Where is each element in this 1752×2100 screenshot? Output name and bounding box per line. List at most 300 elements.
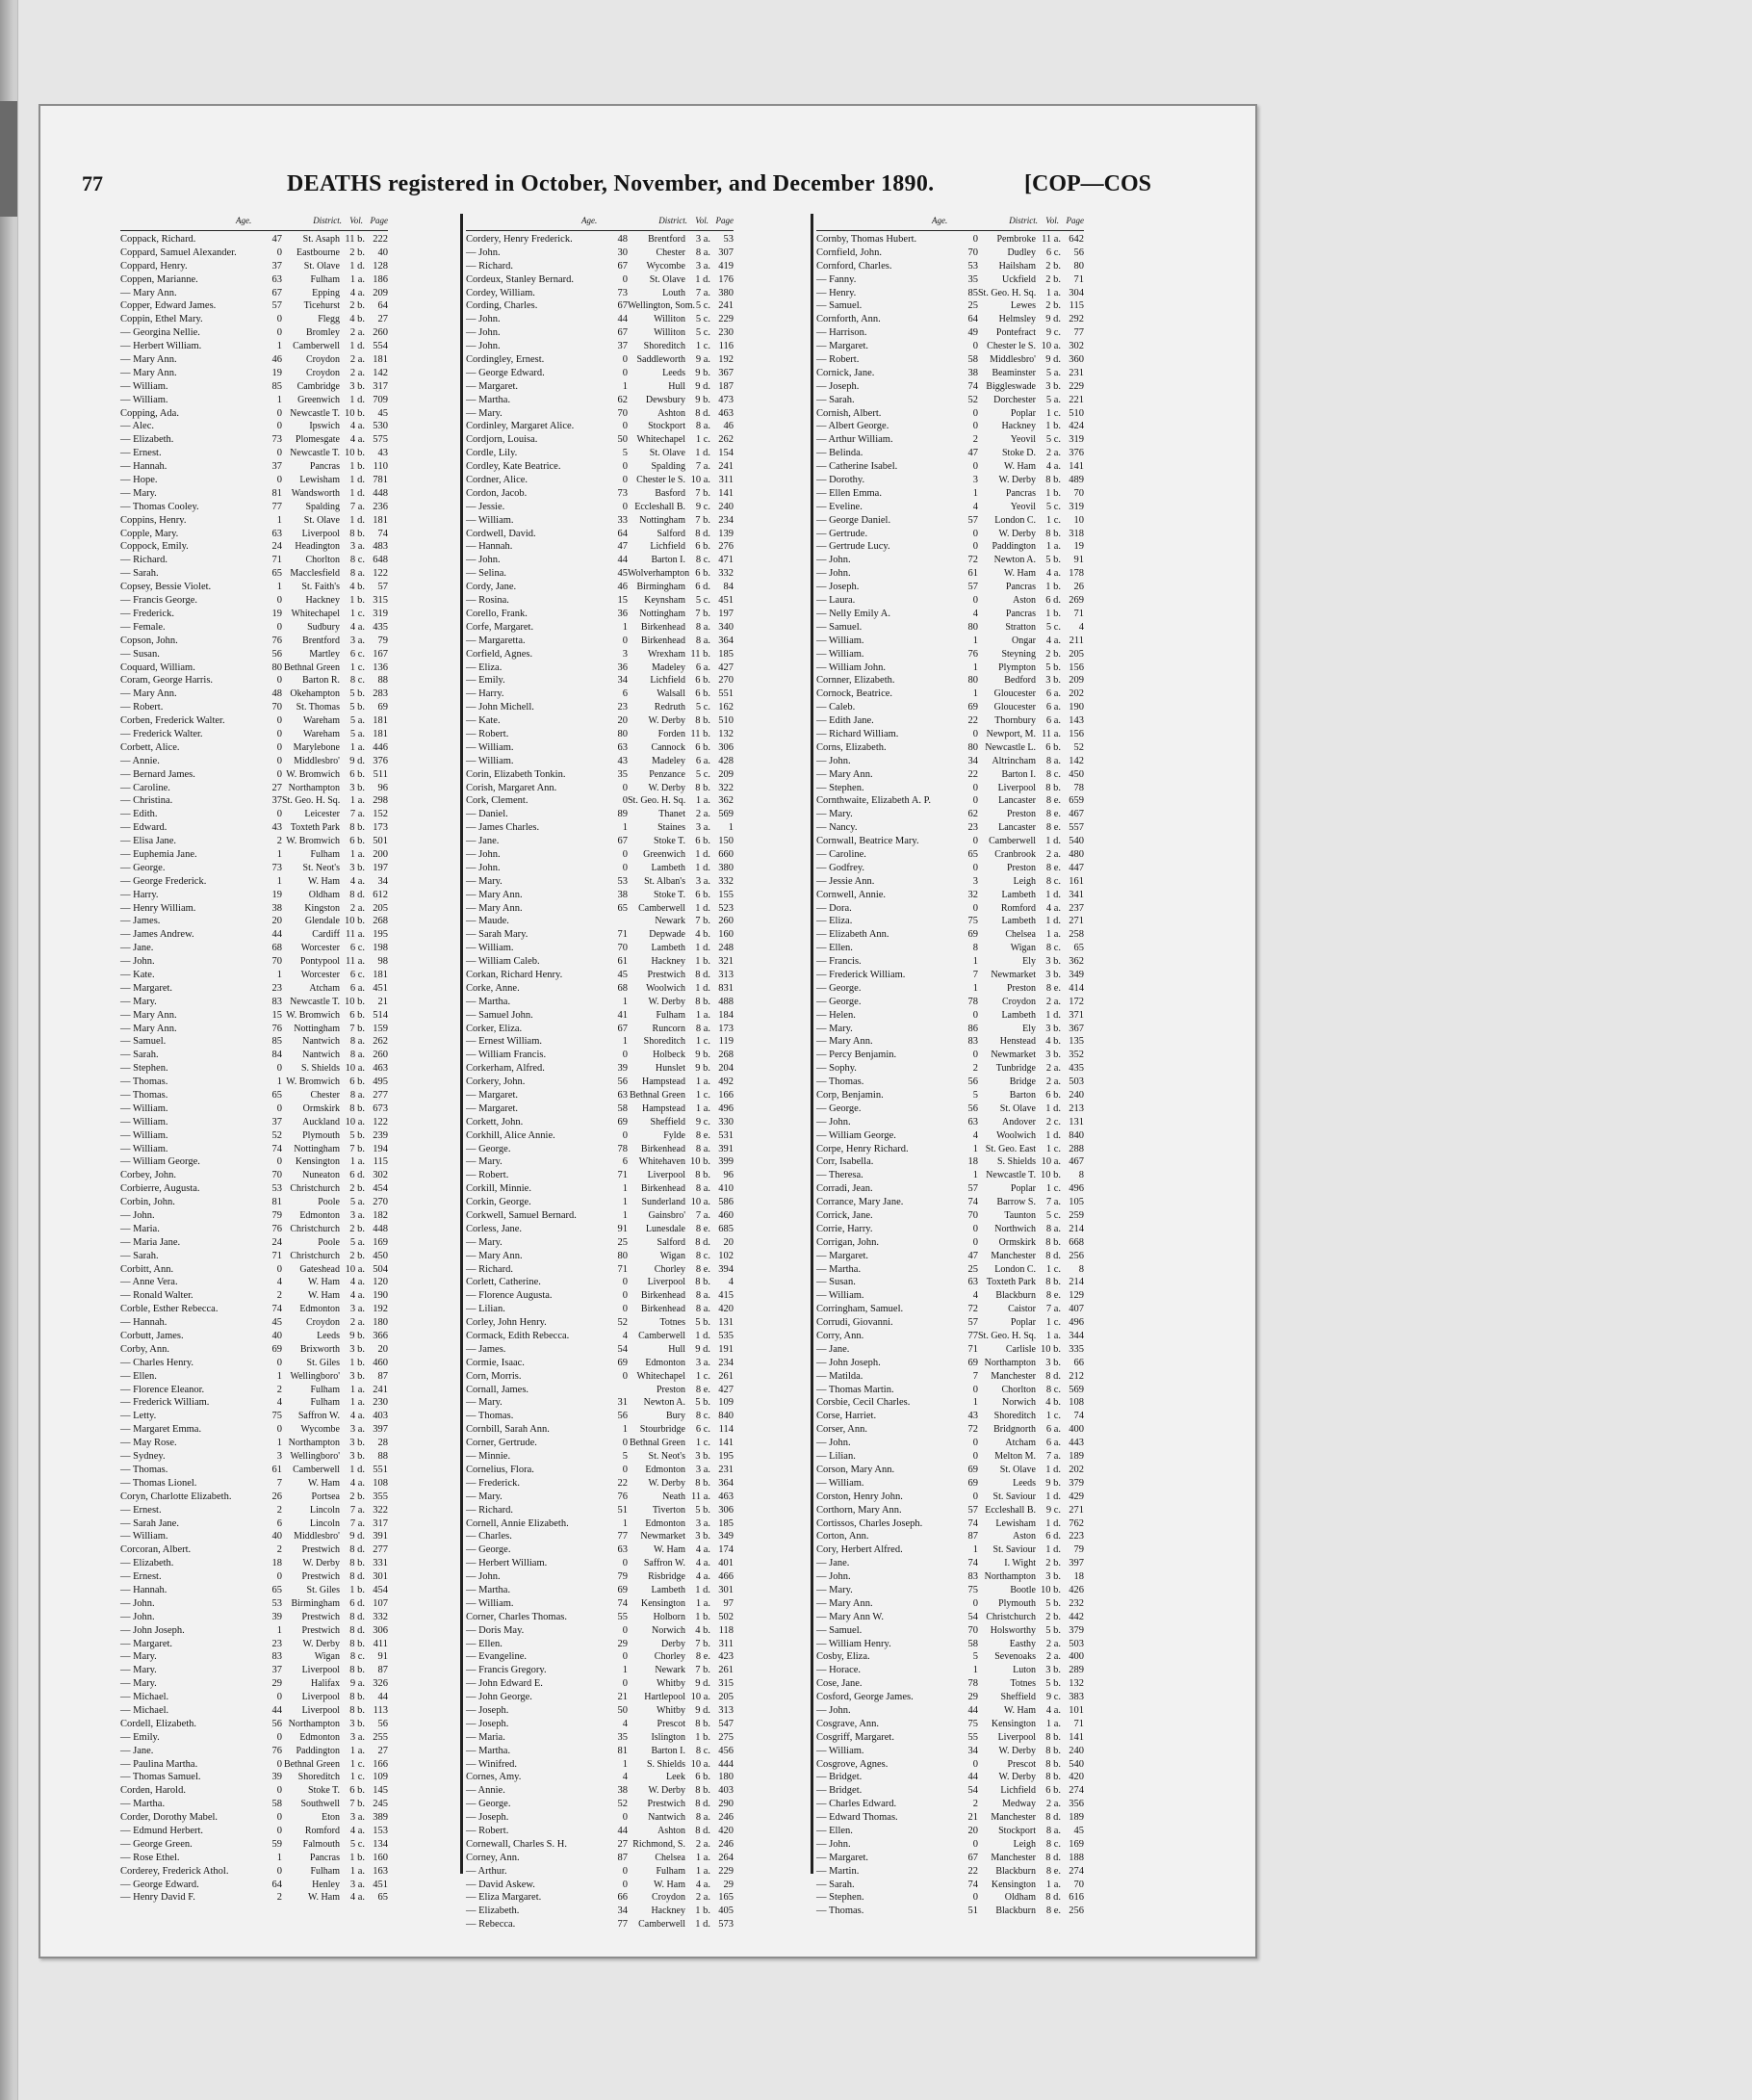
entry-age: 75 [967, 1584, 978, 1595]
entry-vol: 6 a. [1045, 702, 1061, 713]
entry-age: 46 [271, 354, 282, 366]
entry-district: Newmarket [991, 1050, 1036, 1061]
entry-page: 277 [373, 1544, 388, 1556]
entry-name: — Maria. [120, 1223, 160, 1234]
entry-vol: 8 a. [349, 1090, 365, 1101]
entry-vol: 8 c. [1045, 1384, 1061, 1395]
entry-vol: 1 c. [1045, 407, 1061, 419]
entry-vol: 1 c. [695, 341, 710, 352]
entry-age: 67 [617, 1023, 628, 1034]
entry-age: 21 [617, 1692, 628, 1703]
register-entry [466, 273, 734, 287]
entry-district: Madeley [652, 755, 685, 766]
entry-age: 0 [622, 862, 628, 873]
register-entry [466, 407, 734, 421]
entry-name: Corbierre, Augusta. [120, 1183, 200, 1195]
register-entry [816, 755, 1084, 768]
entry-district: Gloucester [993, 702, 1036, 713]
entry-vol: 8 d. [1045, 1812, 1061, 1824]
entry-district: Thornbury [994, 715, 1036, 727]
entry-name: — Sarah. [816, 394, 855, 405]
entry-district: Kensington [991, 1879, 1036, 1890]
entry-vol: 8 e. [695, 1384, 710, 1395]
entry-page: 405 [718, 1906, 734, 1917]
entry-age: 0 [622, 1438, 628, 1449]
entry-age: 80 [967, 675, 978, 687]
entry-page: 271 [1069, 1504, 1084, 1516]
entry-page: 209 [718, 768, 734, 780]
entry-page: 195 [718, 1451, 734, 1463]
register-entry [120, 353, 388, 367]
register-entry [466, 1062, 734, 1076]
entry-page: 311 [718, 1638, 734, 1649]
register-entry [466, 1330, 734, 1343]
entry-district: Plomesgate [295, 434, 340, 446]
entry-page: 660 [718, 848, 734, 860]
entry-age: 21 [967, 1812, 978, 1824]
entry-vol: 8 a. [1045, 1825, 1061, 1836]
entry-page: 301 [718, 1584, 734, 1595]
entry-vol: 8 a. [349, 1036, 365, 1048]
register-entry [466, 794, 734, 808]
entry-vol: 8 e. [1045, 1906, 1061, 1917]
register-entry [816, 514, 1084, 528]
entry-page: 214 [1069, 1223, 1084, 1234]
entry-vol: 8 b. [349, 822, 365, 834]
entry-name: — Hannah. [120, 1584, 167, 1595]
entry-name: — Samuel. [816, 300, 863, 312]
entry-age: 63 [967, 1116, 978, 1128]
entry-district: W. Bromwich [286, 1009, 340, 1021]
entry-page: 91 [377, 1651, 388, 1663]
entry-age: 37 [617, 341, 628, 352]
entry-vol: 5 b. [695, 1397, 710, 1409]
entry-vol: 5 c. [695, 300, 710, 312]
entry-age: 61 [967, 568, 978, 580]
entry-district: Liverpool [997, 782, 1036, 793]
register-entry [466, 982, 734, 996]
entry-district: Thanet [658, 809, 685, 820]
entry-name: Cory, Herbert Alfred. [816, 1544, 903, 1556]
entry-name: — John. [816, 1116, 851, 1128]
entry-page: 205 [718, 1692, 734, 1703]
register-entry [466, 474, 734, 487]
entry-name: — Jane. [120, 943, 154, 954]
entry-vol: 1 a. [1045, 287, 1061, 298]
entry-page: 40 [377, 246, 388, 258]
entry-page: 467 [1069, 1156, 1084, 1168]
register-entry [816, 1330, 1084, 1343]
entry-page: 397 [1069, 1558, 1084, 1569]
entry-name: — Ernest William. [466, 1036, 542, 1048]
entry-age: 44 [967, 1704, 978, 1716]
entry-page: 496 [1069, 1183, 1084, 1195]
register-entry [466, 1464, 734, 1477]
register-entry [120, 955, 388, 969]
register-entry [120, 433, 388, 447]
entry-name: — Martha. [466, 394, 511, 405]
entry-vol: 8 a. [349, 568, 365, 580]
entry-vol: 10 a. [345, 1116, 365, 1128]
entry-age: 48 [271, 688, 282, 700]
entry-vol: 9 a. [349, 1678, 365, 1690]
register-entry [120, 1357, 388, 1370]
entry-vol: 8 b. [349, 528, 365, 539]
entry-district: Lancaster [998, 822, 1036, 834]
entry-name: Corden, Harold. [120, 1785, 186, 1797]
entry-vol: 7 b. [695, 1665, 710, 1676]
entry-page: 781 [373, 475, 388, 486]
entry-vol: 4 a. [1045, 461, 1061, 473]
register-entry [120, 1638, 388, 1651]
entry-vol: 1 b. [349, 1852, 365, 1863]
entry-name: — Margaret. [120, 1638, 173, 1649]
entry-name: — Eveline. [816, 501, 863, 512]
entry-page: 155 [718, 889, 734, 900]
entry-name: — John. [466, 1571, 501, 1583]
entry-name: Corbutt, James. [120, 1331, 184, 1342]
surname-range: [COP—COS [1024, 171, 1151, 196]
entry-age: 39 [271, 1772, 282, 1783]
entry-page: 172 [1069, 996, 1084, 1007]
entry-vol: 3 b. [349, 862, 365, 873]
entry-vol: 8 a. [695, 1183, 710, 1195]
entry-district: Auckland [302, 1116, 340, 1128]
entry-district: Hampstead [642, 1102, 685, 1114]
entry-age: 43 [967, 1411, 978, 1422]
register-entry [466, 1664, 734, 1677]
entry-age: 44 [271, 929, 282, 941]
header-district: District. [658, 216, 687, 225]
entry-name: — Gertrude Lucy. [816, 541, 890, 553]
entry-age: 4 [276, 1277, 282, 1288]
entry-age: 0 [972, 1451, 978, 1463]
entry-page: 274 [1069, 1785, 1084, 1797]
entry-district: St. Olave [999, 1102, 1036, 1114]
entry-vol: 10 a. [690, 1758, 710, 1770]
entry-vol: 1 d. [695, 1331, 710, 1342]
entry-page: 166 [718, 1090, 734, 1101]
entry-page: 202 [1069, 688, 1084, 700]
entry-page: 260 [373, 327, 388, 339]
entry-page: 496 [718, 1102, 734, 1114]
entry-name: — Selina. [466, 568, 506, 580]
entry-vol: 7 a. [1045, 1304, 1061, 1315]
entry-district: Birkenhead [640, 1143, 685, 1154]
entry-page: 313 [718, 1704, 734, 1716]
entry-name: — Henry William. [120, 902, 196, 914]
register-entry [816, 1504, 1084, 1517]
entry-district: Gateshead [299, 1263, 340, 1275]
entry-page: 451 [718, 595, 734, 607]
register-entry [466, 915, 734, 928]
register-entry [120, 1597, 388, 1611]
entry-district: Manchester [991, 1370, 1036, 1382]
register-entry [120, 1396, 388, 1410]
entry-name: — Richard. [466, 1504, 513, 1516]
entry-page: 376 [1069, 448, 1084, 459]
entry-page: 313 [718, 969, 734, 980]
register-entry [816, 1638, 1084, 1651]
register-entry [816, 928, 1084, 942]
entry-vol: 9 d. [1045, 354, 1061, 366]
entry-district: Pancras [1005, 582, 1036, 593]
entry-age: 29 [617, 1638, 628, 1649]
entry-age: 25 [617, 1236, 628, 1248]
entry-district: W. Derby [302, 1638, 340, 1649]
entry-age: 0 [276, 1865, 282, 1877]
entry-district: Blackburn [995, 1906, 1036, 1917]
entry-age: 0 [276, 1156, 282, 1168]
entry-district: Romford [1000, 902, 1036, 914]
entry-page: 211 [1069, 635, 1084, 646]
register-entry [466, 1250, 734, 1263]
entry-age: 6 [276, 1517, 282, 1529]
register-entry [120, 1263, 388, 1277]
entry-page: 344 [1069, 1331, 1084, 1342]
register-entry [120, 1517, 388, 1531]
entry-name: — Mary Ann W. [816, 1611, 885, 1622]
entry-name: — John. [466, 862, 501, 873]
entry-vol: 10 a. [345, 1263, 365, 1275]
entry-name: — Harrison. [816, 327, 867, 339]
entry-page: 136 [373, 661, 388, 673]
entry-age: 0 [276, 246, 282, 258]
entry-age: 73 [617, 487, 628, 499]
entry-name: Cornwell, Annie. [816, 889, 887, 900]
entry-name: — Lilian. [466, 1304, 505, 1315]
entry-district: Camberwell [638, 1331, 685, 1342]
register-entry [466, 1477, 734, 1491]
entry-age: 0 [622, 782, 628, 793]
register-entry [466, 955, 734, 969]
entry-vol: 8 b. [695, 1170, 710, 1181]
entry-vol: 1 b. [695, 1906, 710, 1917]
register-entry [816, 1838, 1084, 1852]
entry-page: 460 [373, 1357, 388, 1368]
entry-page: 29 [723, 1879, 734, 1890]
entry-name: — Martha. [816, 1263, 862, 1275]
entry-vol: 3 b. [349, 380, 365, 392]
entry-page: 575 [373, 434, 388, 446]
entry-name: — Mary Ann. [466, 1250, 523, 1261]
entry-vol: 1 a. [1045, 1331, 1061, 1342]
register-entry [816, 1423, 1084, 1437]
entry-page: 4 [1078, 621, 1084, 633]
entry-name: — Arthur William. [816, 434, 893, 446]
entry-name: — Joseph. [466, 1704, 509, 1716]
entry-age: 3 [972, 875, 978, 887]
entry-vol: 8 b. [349, 1665, 365, 1676]
entry-page: 429 [1069, 1491, 1084, 1502]
entry-vol: 3 b. [1045, 1571, 1061, 1583]
entry-name: — John. [466, 555, 501, 566]
entry-page: 330 [718, 1116, 734, 1128]
entry-name: — William. [120, 394, 168, 405]
entry-name: — Jessie. [466, 501, 505, 512]
entry-name: — John. [120, 1210, 155, 1222]
register-entry [816, 1718, 1084, 1731]
entry-age [610, 1384, 628, 1397]
entry-page: 403 [718, 1785, 734, 1797]
register-entry [466, 768, 734, 782]
entry-name: Coppard, Samuel Alexander. [120, 246, 237, 258]
entry-vol: 9 c. [695, 501, 710, 512]
entry-district: Bethnal Green [629, 1090, 685, 1101]
entry-age: 75 [967, 1718, 978, 1729]
entry-page: 204 [718, 1063, 734, 1075]
entry-page: 492 [718, 1076, 734, 1088]
entry-vol: 1 b. [1045, 582, 1061, 593]
entry-name: — Mary. [466, 875, 502, 887]
entry-age: 0 [972, 1892, 978, 1904]
register-entry [120, 1852, 388, 1865]
register-entry [816, 1557, 1084, 1570]
entry-page: 569 [1069, 1384, 1084, 1395]
entry-district: Birmingham [291, 1597, 340, 1609]
entry-name: — Paulina Martha. [120, 1758, 198, 1770]
entry-vol: 6 b. [695, 836, 710, 847]
entry-district: Williton [654, 327, 685, 339]
entry-vol: 5 a. [1045, 394, 1061, 405]
entry-page: 44 [377, 1692, 388, 1703]
entry-age: 56 [617, 1411, 628, 1422]
entry-district: Lewes [1010, 300, 1036, 312]
entry-district: Brentford [302, 635, 340, 646]
entry-district: Ormskirk [302, 1102, 340, 1114]
entry-name: — Jane. [816, 1343, 850, 1355]
entry-age: 83 [271, 1651, 282, 1663]
register-entry [466, 1384, 734, 1397]
entry-name: — John. [816, 755, 851, 766]
entry-vol: 9 b. [1045, 1477, 1061, 1489]
entry-name: — William. [120, 1102, 168, 1114]
entry-district: Prestwich [647, 969, 685, 980]
register-entry [816, 1852, 1084, 1865]
entry-age: 26 [271, 1491, 282, 1502]
entry-age: 62 [617, 394, 628, 405]
entry-vol: 1 a. [695, 1076, 710, 1088]
register-entry [466, 1116, 734, 1129]
register-entry [120, 1102, 388, 1116]
entry-page: 97 [723, 1597, 734, 1609]
entry-vol: 5 c. [695, 768, 710, 780]
register-entry [466, 1517, 734, 1531]
entry-vol: 1 b. [1045, 421, 1061, 432]
entry-age: 1 [276, 514, 282, 526]
entry-page: 19 [1073, 541, 1084, 553]
entry-vol: 5 a. [349, 1236, 365, 1248]
entry-name: Corston, Henry John. [816, 1491, 903, 1502]
entry-page: 557 [1069, 822, 1084, 834]
entry-district: Lambeth [1001, 916, 1036, 927]
entry-vol: 6 d. [695, 582, 710, 593]
entry-age: 44 [617, 1825, 628, 1836]
entry-vol: 1 a. [695, 1865, 710, 1877]
entry-age: 71 [617, 1263, 628, 1275]
entry-vol: 8 c. [695, 1745, 710, 1756]
register-entry [816, 728, 1084, 741]
entry-age: 0 [972, 1223, 978, 1234]
entry-age: 81 [271, 487, 282, 499]
entry-page: 399 [718, 1156, 734, 1168]
register-entry [466, 313, 734, 326]
entry-district: Newton A. [643, 1397, 685, 1409]
entry-district: Pembroke [996, 234, 1036, 245]
entry-name: — Mary Ann. [816, 1036, 873, 1048]
entry-page: 165 [718, 1892, 734, 1904]
entry-page: 152 [373, 809, 388, 820]
entry-age: 72 [967, 1304, 978, 1315]
entry-vol: 11 b. [690, 648, 710, 660]
entry-district: Ipswich [309, 421, 340, 432]
entry-district: Wellington, Som. [628, 300, 696, 312]
entry-district: Cranbrook [994, 848, 1036, 860]
register-entry [466, 260, 734, 273]
register-column-1 [120, 216, 388, 1904]
entry-district: Fulham [310, 273, 340, 285]
entry-district: Northampton [288, 1438, 340, 1449]
entry-vol: 1 d. [1045, 1491, 1061, 1502]
register-entry [816, 982, 1084, 996]
entry-age: 2 [276, 1892, 282, 1904]
entry-age: 29 [271, 1678, 282, 1690]
entry-age: 1 [276, 1624, 282, 1636]
entry-age: 38 [617, 1785, 628, 1797]
entry-district: Birkenhead [640, 621, 685, 633]
entry-district: Gloucester [993, 688, 1036, 700]
entry-age: 0 [276, 448, 282, 459]
entry-vol: 6 b. [349, 1785, 365, 1797]
entry-vol: 1 a. [1045, 1718, 1061, 1729]
entry-age: 4 [972, 501, 978, 512]
entry-name: Corn, Morris. [466, 1370, 522, 1382]
entry-district: S. Shields [300, 1063, 340, 1075]
entry-district: St. Giles [306, 1357, 340, 1368]
entry-vol: 1 c. [349, 661, 365, 673]
entry-vol: 8 d. [349, 1624, 365, 1636]
register-entry [466, 969, 734, 982]
entry-age: 70 [617, 407, 628, 419]
register-entry [466, 340, 734, 353]
entry-page: 673 [373, 1102, 388, 1114]
register-entry [120, 407, 388, 421]
register-entry [816, 1023, 1084, 1036]
entry-page: 160 [373, 1852, 388, 1863]
entry-age: 79 [617, 1571, 628, 1583]
entry-vol: 10 a. [1041, 1156, 1061, 1168]
entry-district: Northampton [984, 1357, 1036, 1368]
entry-name: Cornell, Annie Elizabeth. [466, 1517, 569, 1529]
entry-page: 116 [718, 341, 734, 352]
entry-page: 292 [1069, 314, 1084, 325]
register-entry [466, 862, 734, 875]
entry-name: — Thomas. [120, 1076, 168, 1088]
header-vol: Vol. [695, 216, 709, 225]
entry-age: 0 [622, 1678, 628, 1690]
entry-vol: 1 a. [349, 1397, 365, 1409]
entry-district: Lambeth [1001, 1009, 1036, 1021]
entry-district: W. Derby [648, 1477, 685, 1489]
register-entry [466, 540, 734, 554]
register-entry [466, 287, 734, 300]
entry-name: — John. [120, 956, 155, 968]
register-entry [816, 353, 1084, 367]
entry-district: Leek [666, 1772, 685, 1783]
entry-page: 27 [377, 1745, 388, 1756]
entry-page: 64 [377, 300, 388, 312]
entry-vol: 3 a. [695, 260, 710, 272]
